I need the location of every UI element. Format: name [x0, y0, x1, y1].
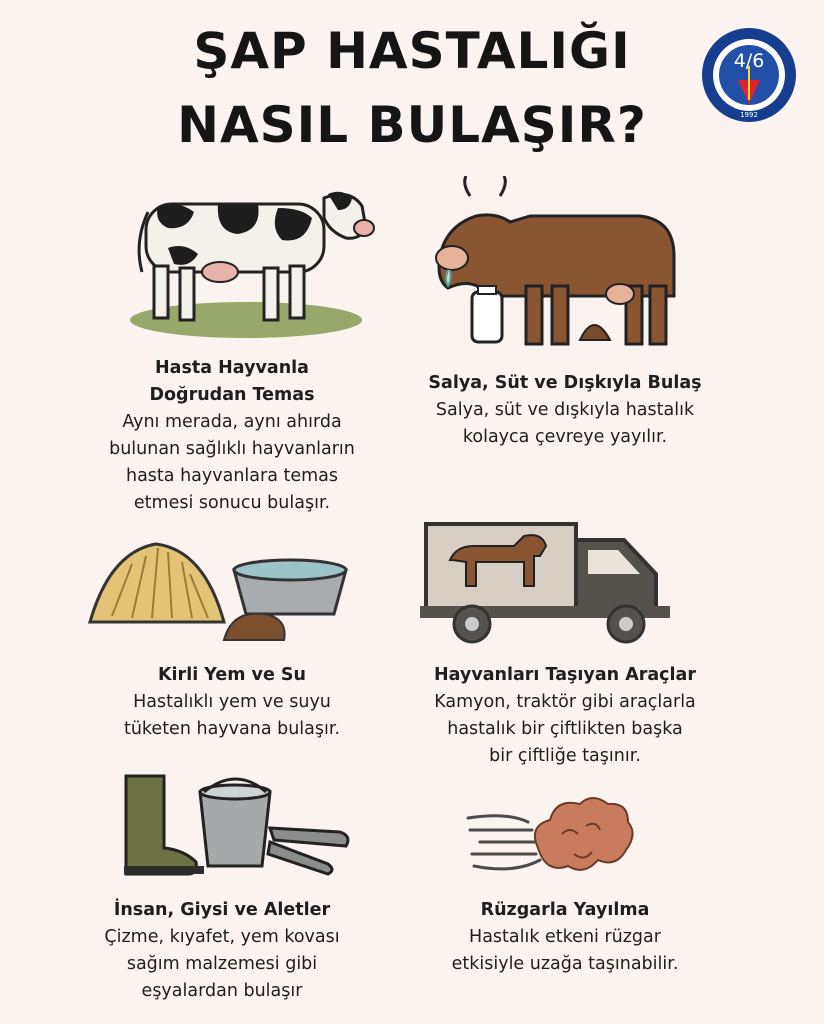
item-1-title-line-1: Hasta Hayvanla — [155, 358, 309, 378]
wind-cloud-icon — [466, 796, 636, 884]
svg-text:1992: 1992 — [740, 111, 758, 119]
item-3-body-line-1: Hastalıklı yem ve suyu — [133, 692, 331, 712]
item-1-body-line-4: etmesi sonucu bulaşır. — [133, 493, 331, 513]
hay-water-icon — [88, 524, 352, 648]
item-5-title: İnsan, Giysi ve Aletler — [113, 900, 331, 920]
item-2-body-line-1: Salya, süt ve dışkıyla hastalık — [435, 400, 695, 420]
item-6-title: Rüzgarla Yayılma — [480, 900, 650, 920]
truck-icon — [420, 520, 672, 646]
logo-seal-icon — [700, 26, 798, 124]
item-card-2 — [400, 370, 730, 451]
item-2-body-line-2: kolayca çevreye yayılır. — [462, 427, 668, 447]
page-indicator: 4/6 — [733, 50, 765, 72]
item-6-body-line-1: Hastalık etkeni rüzgar — [469, 927, 661, 947]
brown-cow-icon — [430, 176, 690, 356]
item-card-3 — [82, 662, 382, 743]
title-line-2: NASIL BULAŞIR? — [177, 96, 647, 154]
item-4-body-line-1: Kamyon, traktör gibi araçlarla — [434, 692, 696, 712]
item-1-title-line-2: Doğrudan Temas — [149, 385, 315, 405]
item-card-1 — [82, 355, 382, 517]
item-1-body-line-1: Aynı merada, aynı ahırda — [122, 412, 342, 432]
item-5-body-line-1: Çizme, kıyafet, yem kovası — [104, 927, 340, 947]
boot-bucket-icon — [120, 772, 352, 878]
item-6-body-line-2: etkisiyle uzağa taşınabilir. — [451, 954, 679, 974]
item-card-5 — [72, 897, 372, 1005]
item-4-body-line-3: bir çiftliğe taşınır. — [489, 746, 641, 766]
item-3-body-line-2: tüketen hayvana bulaşır. — [123, 719, 341, 739]
item-card-6 — [400, 897, 730, 978]
item-1-body-line-3: hasta hayvanlara temas — [125, 466, 338, 486]
item-card-4 — [400, 662, 730, 770]
title-line-1: ŞAP HASTALIĞI — [193, 22, 631, 80]
spotted-cow-icon — [128, 182, 378, 342]
item-5-body-line-3: eşyalardan bulaşır — [141, 981, 303, 1001]
item-5-body-line-2: sağım malzemesi gibi — [126, 954, 318, 974]
item-4-body-line-2: hastalık bir çiftlikten başka — [447, 719, 683, 739]
item-1-body-line-2: bulunan sağlıklı hayvanların — [109, 439, 355, 459]
item-4-title: Hayvanları Taşıyan Araçlar — [434, 665, 696, 685]
item-2-title: Salya, Süt ve Dışkıyla Bulaş — [428, 373, 702, 393]
university-logo — [700, 26, 798, 124]
item-3-title: Kirli Yem ve Su — [158, 665, 306, 685]
